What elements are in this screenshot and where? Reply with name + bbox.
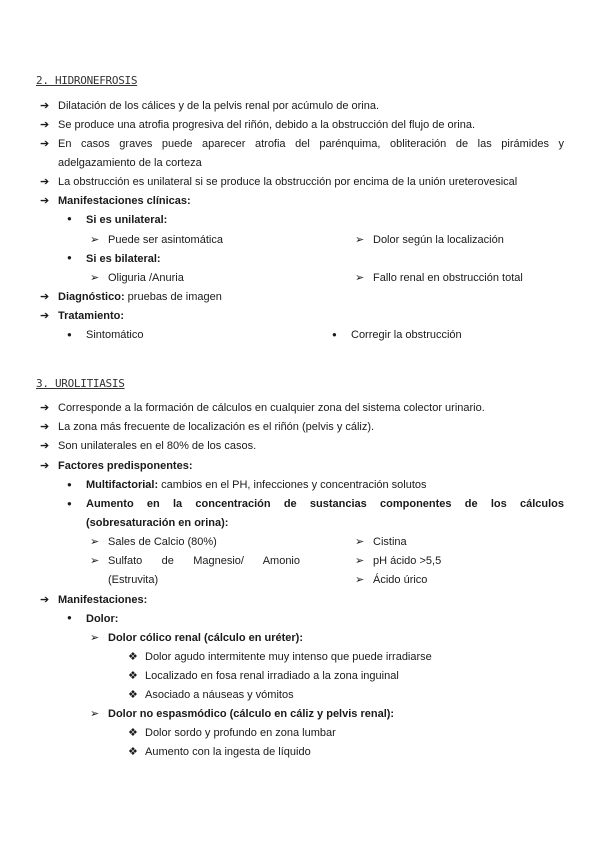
chevron-bullet-icon: ➢ <box>90 536 100 548</box>
list-item-heading <box>58 459 192 473</box>
diagnostico-text: pruebas de imagen <box>124 291 222 303</box>
list-item-heading <box>58 309 124 323</box>
list-item-continuation: adelgazamiento de la corteza <box>58 157 202 169</box>
list-item: Dilatación de los cálices y de la pelvis renal por acúmulo de orina. <box>58 100 380 112</box>
dolor-label: Dolor: <box>86 613 119 625</box>
dot-bullet-icon: ● <box>67 480 72 489</box>
diamond-bullet-icon: ❖ <box>128 689 138 701</box>
dot-bullet-icon: ● <box>67 330 72 339</box>
list-item-heading <box>58 593 147 607</box>
chevron-bullet-icon: ➢ <box>90 272 100 284</box>
dot-bullet-icon: ● <box>67 613 72 622</box>
diamond-bullet-icon: ❖ <box>128 651 138 663</box>
sublist-item: Sulfato de Magnesio/ Amonio <box>108 555 300 567</box>
sublist-item: Dolor sordo y profundo en zona lumbar <box>145 727 336 739</box>
sublist-heading <box>86 213 167 227</box>
arrow-bullet-icon: ➔ <box>40 291 50 303</box>
sublist-item: pH ácido >5,5 <box>373 555 442 567</box>
list-item <box>58 290 222 304</box>
section-heading-hidronefrosis: 2. HIDRONEFROSIS <box>36 74 138 87</box>
tratamiento-label: Tratamiento: <box>58 310 125 322</box>
list-item-heading <box>58 194 191 208</box>
sublist-item: Corregir la obstrucción <box>351 329 462 341</box>
arrow-bullet-icon: ➔ <box>40 100 50 112</box>
diamond-bullet-icon: ❖ <box>128 670 138 682</box>
arrow-bullet-icon: ➔ <box>40 195 50 207</box>
arrow-bullet-icon: ➔ <box>40 176 50 188</box>
chevron-bullet-icon: ➢ <box>355 574 365 586</box>
sublist-item: Fallo renal en obstrucción total <box>373 272 523 284</box>
diamond-bullet-icon: ❖ <box>128 746 138 758</box>
sublist-item <box>86 478 427 492</box>
list-item: La zona más frecuente de localización es el riñón (pelvis y cáliz). <box>58 421 375 433</box>
chevron-bullet-icon: ➢ <box>90 234 100 246</box>
arrow-bullet-icon: ➔ <box>40 440 50 452</box>
chevron-bullet-icon: ➢ <box>355 555 365 567</box>
multifactorial-label: Multifactorial: <box>86 479 159 491</box>
dot-bullet-icon: ● <box>67 253 72 262</box>
manifestaciones-label: Manifestaciones: <box>58 594 148 606</box>
sublist-item: Dolor agudo intermitente muy intenso que puede irradiarse <box>145 651 432 663</box>
sublist-item: Asociado a náuseas y vómitos <box>145 689 294 701</box>
sublist-item-continuation: (Estruvita) <box>108 574 159 586</box>
bilateral-label: Si es bilateral: <box>86 253 161 265</box>
chevron-bullet-icon: ➢ <box>90 632 100 644</box>
arrow-bullet-icon: ➔ <box>40 460 50 472</box>
dot-bullet-icon: ● <box>67 214 72 223</box>
sublist-item: Sintomático <box>86 329 144 341</box>
chevron-bullet-icon: ➢ <box>90 555 100 567</box>
diamond-bullet-icon: ❖ <box>128 727 138 739</box>
sublist-item: Cistina <box>373 536 407 548</box>
sublist-item <box>86 497 564 511</box>
list-item: La obstrucción es unilateral si se produce la obstrucción por encima de la unión ureterovesical <box>58 176 518 188</box>
manifestaciones-label: Manifestaciones clínicas: <box>58 195 191 207</box>
no-espasmodico-label: Dolor no espasmódico (cálculo en cáliz y pelvis renal): <box>108 708 395 720</box>
sublist-item: Sales de Calcio (80%) <box>108 536 217 548</box>
sublist-item-continuation <box>86 516 228 530</box>
list-item: Corresponde a la formación de cálculos en cualquier zona del sistema colector urinario. <box>58 402 485 414</box>
list-item: Son unilaterales en el 80% de los casos. <box>58 440 257 452</box>
arrow-bullet-icon: ➔ <box>40 119 50 131</box>
sublist-heading <box>86 252 161 266</box>
arrow-bullet-icon: ➔ <box>40 138 50 150</box>
sublist-item: Dolor según la localización <box>373 234 504 246</box>
section-heading-urolitiasis: 3. UROLITIASIS <box>36 377 125 390</box>
multifactorial-text: cambios en el PH, infecciones y concentración solutos <box>158 479 427 491</box>
dot-bullet-icon: ● <box>332 330 337 339</box>
sublist-item: Puede ser asintomática <box>108 234 223 246</box>
sublist-heading <box>86 612 118 626</box>
diagnostico-label: Diagnóstico: <box>58 291 125 303</box>
arrow-bullet-icon: ➔ <box>40 594 50 606</box>
sublist-heading <box>108 707 394 721</box>
sublist-item: Localizado en fosa renal irradiado a la zona inguinal <box>145 670 399 682</box>
list-item: Se produce una atrofia progresiva del riñón, debido a la obstrucción del flujo de orina. <box>58 119 476 131</box>
chevron-bullet-icon: ➢ <box>355 536 365 548</box>
unilateral-label: Si es unilateral: <box>86 214 168 226</box>
aumento-label-cont: (sobresaturación en orina): <box>86 517 229 529</box>
arrow-bullet-icon: ➔ <box>40 421 50 433</box>
arrow-bullet-icon: ➔ <box>40 310 50 322</box>
dot-bullet-icon: ● <box>67 499 72 508</box>
sublist-item: Ácido úrico <box>373 574 428 586</box>
colico-label: Dolor cólico renal (cálculo en uréter): <box>108 632 303 644</box>
arrow-bullet-icon: ➔ <box>40 402 50 414</box>
sublist-item: Oliguria /Anuria <box>108 272 184 284</box>
chevron-bullet-icon: ➢ <box>90 708 100 720</box>
sublist-heading <box>108 631 303 645</box>
list-item: En casos graves puede aparecer atrofia del parénquima, obliteración de las pirámides y <box>58 138 564 150</box>
chevron-bullet-icon: ➢ <box>355 234 365 246</box>
sublist-item: Aumento con la ingesta de líquido <box>145 746 311 758</box>
aumento-label: Aumento en la concentración de sustancias componentes de los cálculos <box>86 498 564 510</box>
factores-label: Factores predisponentes: <box>58 460 193 472</box>
chevron-bullet-icon: ➢ <box>355 272 365 284</box>
